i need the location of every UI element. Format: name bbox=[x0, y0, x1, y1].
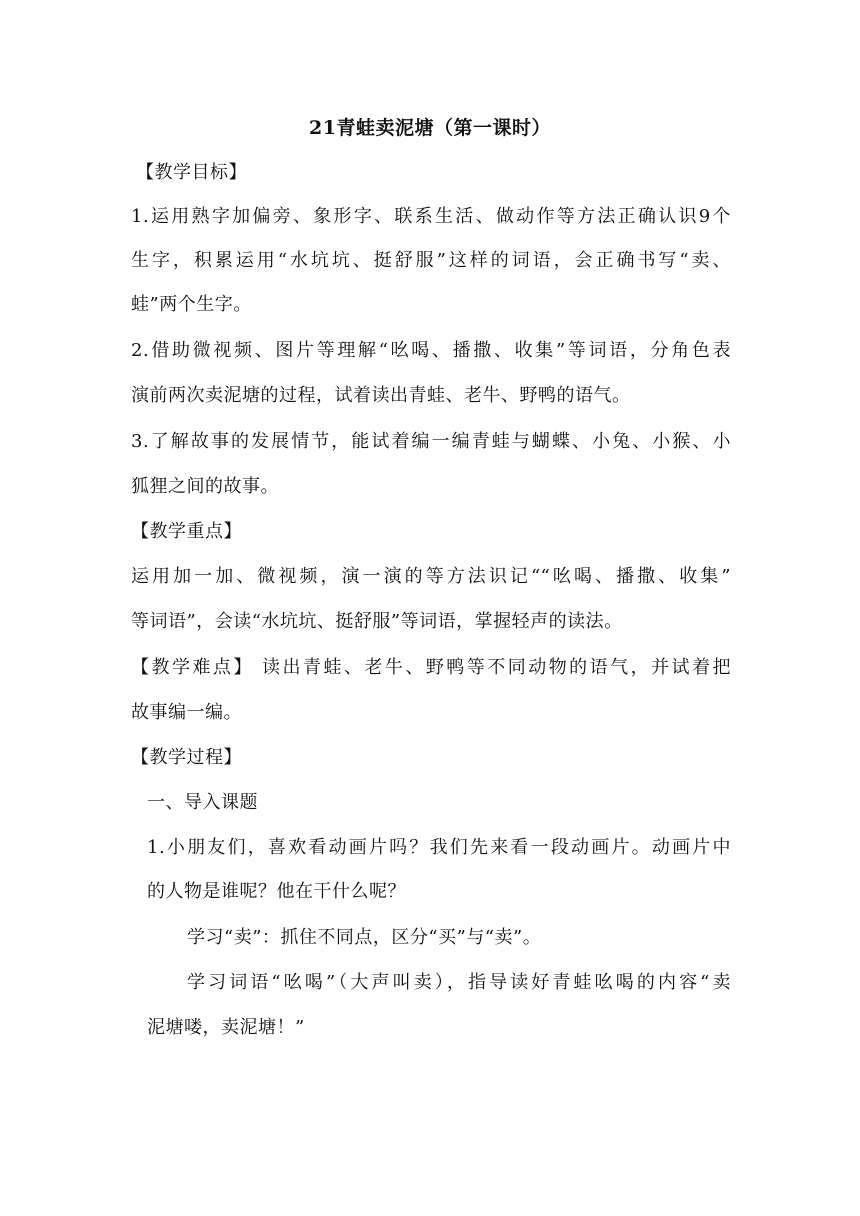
step-1-line-2: 的人物是谁呢？他在干什么呢？ bbox=[147, 881, 406, 902]
goals-heading: 【教学目标】 bbox=[136, 162, 247, 183]
focus-heading: 【教学重点】 bbox=[131, 521, 242, 542]
goal-2-line-1: 2.借助微视频、图片等理解“吆喝、播撒、收集”等词语，分角色表 bbox=[131, 340, 731, 361]
focus-line-2: 等词语”，会读“水坑坑、挺舒服”等词语，掌握轻声的读法。 bbox=[131, 611, 623, 632]
goal-2-line-2: 演前两次卖泥塘的过程，试着读出青蛙、老牛、野鸭的语气。 bbox=[131, 385, 631, 406]
process-heading: 【教学过程】 bbox=[131, 747, 242, 768]
difficulty-line-2: 故事编一编。 bbox=[131, 702, 242, 723]
section-1-heading: 一、导入课题 bbox=[147, 792, 258, 813]
goal-1-line-3: 蛙”两个生字。 bbox=[131, 294, 252, 315]
goal-3-line-1: 3.了解故事的发展情节，能试着编一编青蛙与蝴蝶、小兔、小猴、小 bbox=[131, 431, 731, 452]
step-1-learn-word-line-2: 泥塘喽，卖泥塘！” bbox=[147, 1017, 305, 1038]
document-title: 21青蛙卖泥塘（第一课时） bbox=[309, 117, 551, 139]
step-1-learn-mai: 学习“卖”：抓住不同点，区分“买”与“卖”。 bbox=[187, 927, 542, 948]
goal-1-line-1: 1.运用熟字加偏旁、象形字、联系生活、做动作等方法正确认识9个 bbox=[131, 206, 731, 227]
goal-3-line-2: 狐狸之间的故事。 bbox=[131, 476, 279, 497]
goal-1-line-2: 生字，积累运用“水坑坑、挺舒服”这样的词语，会正确书写“卖、 bbox=[131, 250, 731, 271]
difficulty-line-1: 【教学难点】 读出青蛙、老牛、野鸭等不同动物的语气，并试着把 bbox=[131, 657, 731, 678]
step-1-learn-word-line-1: 学习词语“吆喝”（大声叫卖），指导读好青蛙吆喝的内容“卖 bbox=[187, 972, 731, 993]
focus-line-1: 运用加一加、微视频，演一演的等方法识记““吆喝、播撒、收集” bbox=[131, 566, 731, 587]
step-1-line-1: 1.小朋友们，喜欢看动画片吗？我们先来看一段动画片。动画片中 bbox=[147, 837, 731, 858]
